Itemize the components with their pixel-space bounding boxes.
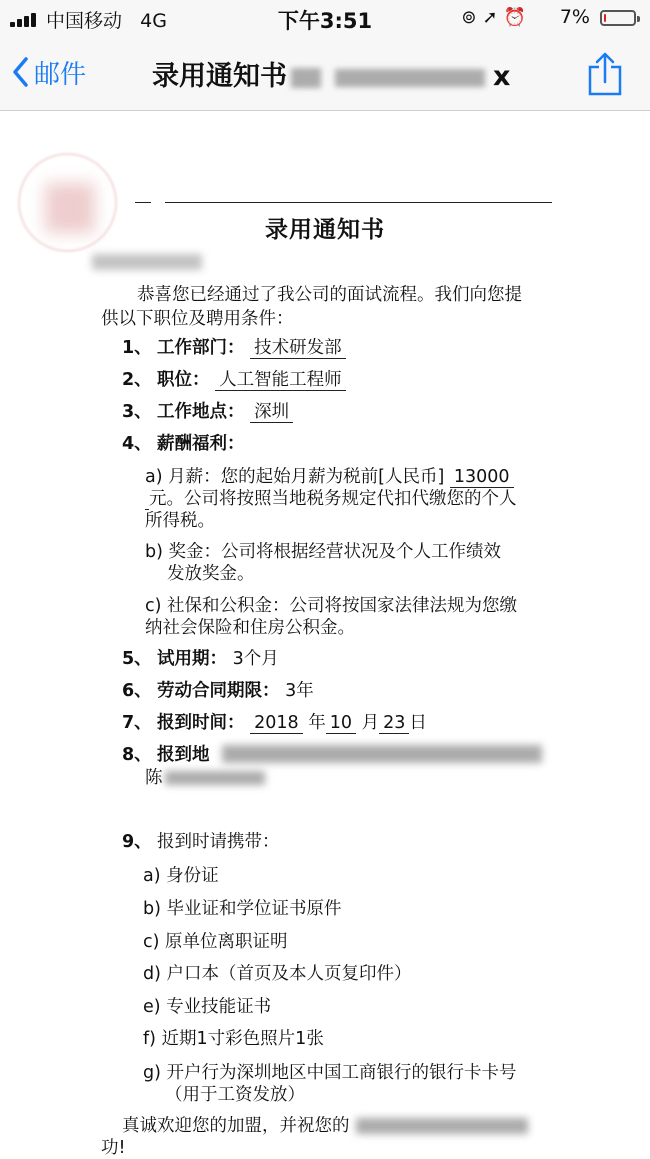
intro-line: 恭喜您已经通过了我公司的面试流程。我们向您提: [137, 285, 522, 305]
location-icon: ➚: [482, 7, 504, 28]
closing-line: 真诚欢迎您的加盟，并祝您的: [122, 1116, 350, 1136]
position-value: 人工智能工程师: [215, 370, 346, 391]
bring-item-note: （用于工资发放）: [165, 1085, 305, 1105]
bring-item: g) 开户行为深圳地区中国工商银行的银行卡卡号: [143, 1063, 517, 1083]
bonus-line: b) 奖金：公司将根据经营状况及个人工作绩效: [145, 542, 501, 562]
redacted-address: [222, 745, 542, 763]
location-value: 深圳: [250, 402, 293, 423]
item-number: 8、: [122, 745, 152, 765]
probation-value: 3个月: [232, 649, 279, 669]
report-place-line2: 陈: [145, 768, 163, 788]
report-time-row: 报到时间： 2018 年 10 月 23 日: [157, 713, 427, 733]
redacted-text: [291, 68, 321, 88]
bring-item: e) 专业技能证书: [143, 997, 272, 1017]
salary-line: a) 月薪：您的起始月薪为税前[人民币] 13000: [145, 466, 514, 488]
item-number: 4、: [122, 434, 152, 454]
intro-line: 供以下职位及聘用条件：: [101, 309, 294, 329]
department-value: 技术研发部: [250, 338, 346, 359]
rotation-lock-icon: ⊚: [461, 7, 483, 28]
item-number: 1、: [122, 338, 152, 358]
item-number: 6、: [122, 681, 152, 701]
item-number: 7、: [122, 713, 152, 733]
offer-letter-document[interactable]: [0, 111, 650, 1156]
location-row: 工作地点： 深圳: [157, 401, 293, 423]
report-place-label: 报到地: [157, 745, 210, 765]
item-number: 9、: [122, 832, 152, 852]
battery-icon: [600, 10, 636, 26]
bring-item: c) 原单位离职证明: [143, 932, 288, 952]
share-button[interactable]: [586, 52, 624, 100]
back-label: 邮件: [34, 59, 87, 90]
redacted-text: [335, 69, 485, 87]
alarm-icon: ⏰: [503, 7, 532, 28]
bring-item: a) 身份证: [143, 866, 219, 886]
bring-item: d) 户口本（首页及本人页复印件）: [143, 964, 412, 984]
header-rule: [165, 202, 552, 203]
bring-item: b) 毕业证和学位证书原件: [143, 899, 342, 919]
item-number: 5、: [122, 649, 152, 669]
bring-label: 报到时请携带：: [157, 832, 280, 852]
network-label: 4G: [140, 10, 167, 32]
contract-row: 劳动合同期限： 3年: [157, 681, 314, 701]
salary-amount: 13000: [450, 467, 514, 488]
attachment-title: 录用通知书 x: [152, 61, 511, 92]
back-button[interactable]: [12, 52, 86, 92]
battery-level: [604, 14, 606, 22]
item-number: 3、: [122, 402, 152, 422]
salary-line: 元。公司将按照当地税务规定代扣代缴您的个人: [145, 488, 517, 510]
status-bar: [0, 0, 650, 36]
share-icon: [586, 52, 624, 96]
item-number: 2、: [122, 370, 152, 390]
closing-line: 功!: [101, 1138, 126, 1158]
navigation-bar: [0, 36, 650, 111]
probation-row: 试用期： 3个月: [157, 649, 279, 669]
battery-percent: 7%: [559, 6, 590, 28]
insurance-line: 纳社会保险和住房公积金。: [145, 618, 355, 638]
carrier-label: 中国移动 4G: [46, 10, 167, 32]
insurance-line: c) 社保和公积金：公司将按国家法律法规为您缴: [145, 596, 518, 616]
bonus-line: 发放奖金。: [167, 564, 255, 584]
position-row: 职位： 人工智能工程师: [157, 369, 346, 391]
chevron-left-icon: [12, 57, 28, 87]
compensation-label: 薪酬福利：: [157, 434, 245, 454]
bring-item: f) 近期1寸彩色照片1张: [143, 1029, 324, 1049]
contract-value: 3年: [285, 681, 314, 701]
redacted-recipient-name: [92, 254, 202, 270]
header-rule: [135, 202, 151, 203]
redacted-address: [165, 771, 265, 785]
salary-line: 所得税。: [145, 511, 215, 531]
document-title: 录用通知书: [265, 217, 385, 243]
department-row: 工作部门： 技术研发部: [157, 337, 346, 359]
redacted-text: [356, 1118, 528, 1134]
clock: 下午3:51: [277, 9, 373, 33]
